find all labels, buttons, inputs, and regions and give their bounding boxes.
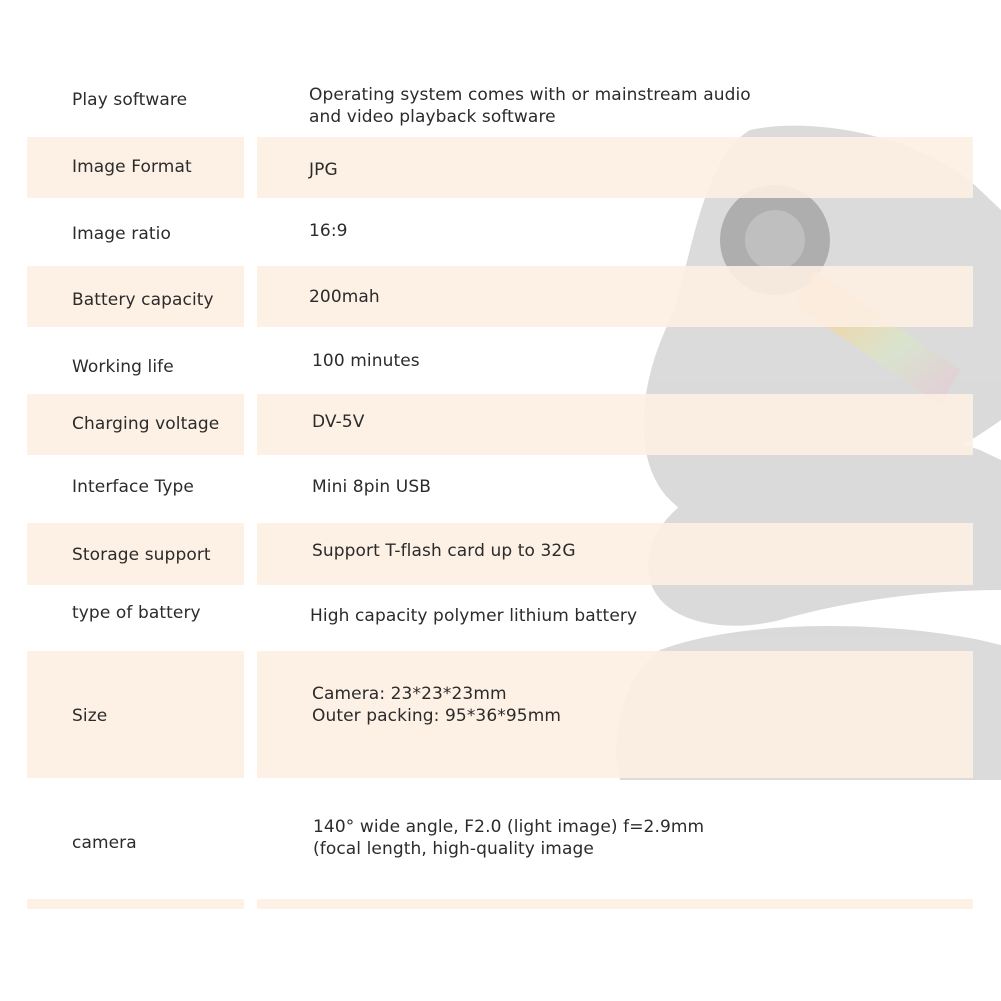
spec-label-interface-type: Interface Type (72, 477, 194, 497)
spec-label-play-software: Play software (72, 90, 188, 110)
spec-value-type-of-battery: High capacity polymer lithium battery (310, 606, 638, 626)
row-band-next-value (257, 899, 973, 909)
spec-value-battery-capacity: 200mah (309, 287, 380, 307)
row-band-size-label (27, 651, 244, 778)
spec-label-type-of-battery: type of battery (72, 603, 201, 623)
spec-label-image-ratio: Image ratio (72, 224, 171, 244)
spec-label-working-life: Working life (72, 357, 174, 377)
row-band-next-label (27, 899, 244, 909)
spec-value-play-software: Operating system comes with or mainstream audio and video playback software (309, 85, 751, 127)
spec-value-size: Camera: 23*23*23mm Outer packing: 95*36*95mm (312, 684, 562, 726)
spec-label-camera: camera (72, 833, 137, 853)
spec-value-image-ratio: 16:9 (309, 221, 348, 241)
spec-label-battery-capacity: Battery capacity (72, 290, 214, 310)
spec-value-image-format: JPG (309, 160, 338, 180)
spec-label-size: Size (72, 706, 108, 726)
spec-value-interface-type: Mini 8pin USB (312, 477, 431, 497)
spec-label-charging-voltage: Charging voltage (72, 414, 220, 434)
spec-value-charging-voltage: DV-5V (312, 412, 365, 432)
spec-value-camera: 140° wide angle, F2.0 (light image) f=2.9mm (focal length, high-quality image (313, 817, 705, 859)
spec-label-storage-support: Storage support (72, 545, 211, 565)
spec-label-image-format: Image Format (72, 157, 192, 177)
spec-value-storage-support: Support T-flash card up to 32G (312, 541, 576, 561)
spec-value-working-life: 100 minutes (312, 351, 420, 371)
